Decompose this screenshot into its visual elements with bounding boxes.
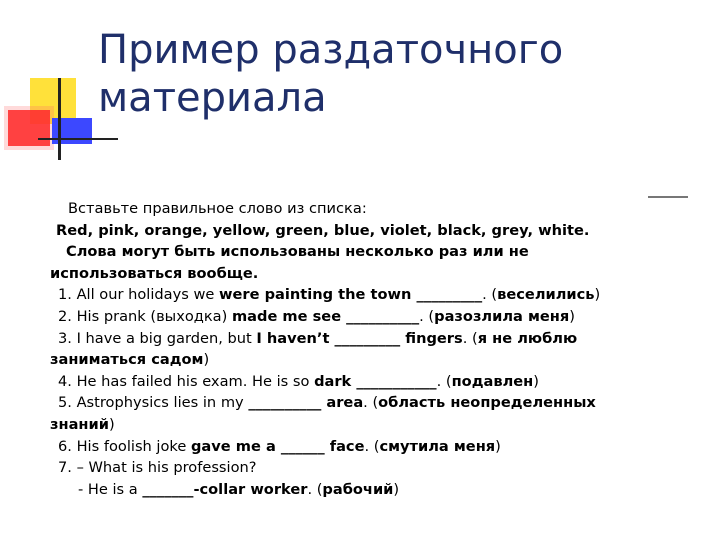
title-line-2: материала bbox=[98, 75, 327, 121]
slide-title bbox=[98, 26, 563, 122]
title-line-1: Пример раздаточного bbox=[98, 27, 564, 73]
decor-red-square bbox=[8, 110, 50, 146]
exercise-item-7-answer: - He is a _______-collar worker. (рабочий) bbox=[78, 480, 400, 498]
note-line-2: использоваться вообще. bbox=[50, 264, 259, 282]
instruction: Вставьте правильное слово из списка: bbox=[68, 200, 367, 217]
exercise-item-3: 3. I have a big garden, but I haven’t _________ fingers. (я не люблю bbox=[58, 329, 578, 347]
exercise-item-4: 4. He has failed his exam. He is so dark ___________. (подавлен) bbox=[58, 372, 539, 390]
exercise-item-2: 2. His prank (выходка) made me see __________. (разозлила меня) bbox=[58, 307, 575, 325]
exercise-item-3-continued: заниматься садом) bbox=[50, 351, 210, 369]
word-list: Red, pink, orange, yellow, green, blue, violet, black, grey, white. bbox=[56, 221, 590, 239]
decor-horizontal-line bbox=[38, 138, 118, 140]
note-line-1: Слова могут быть использованы несколько раз или не bbox=[66, 243, 529, 261]
decor-vertical-line bbox=[58, 78, 61, 160]
exercise-item-6: 6. His foolish joke gave me a ______ face. (смутила меня) bbox=[58, 437, 501, 455]
exercise-item-1: 1. All our holidays we were painting the town _________. (веселились) bbox=[58, 286, 601, 304]
exercise-item-5-continued: знаний) bbox=[50, 415, 115, 433]
exercise-item-7: 7. – What is his profession? bbox=[58, 459, 257, 477]
exercise-body bbox=[50, 198, 700, 500]
exercise-item-5: 5. Astrophysics lies in my __________ area. (область неопределенных bbox=[58, 394, 596, 412]
